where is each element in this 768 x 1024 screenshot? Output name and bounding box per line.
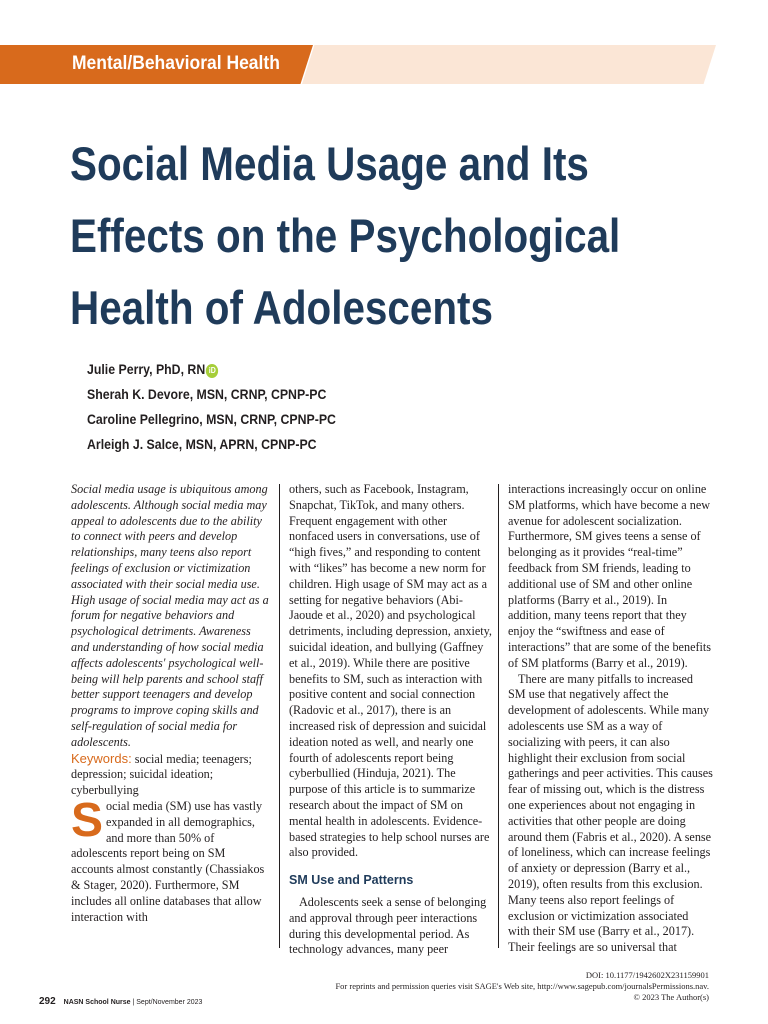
copyright: © 2023 The Author(s) xyxy=(633,992,709,1002)
body-text: ocial media (SM) use has vastly expanded in all demographics, and more than 50% of adolescents report being on SM accounts almost constantly (Chassiakos & Stager, 2020). Furthermore, SM includes all online databases that allow interaction with xyxy=(71,798,265,924)
column-divider xyxy=(279,484,280,948)
author-list xyxy=(87,357,507,457)
page-number: 292 xyxy=(39,996,56,1007)
footer-info xyxy=(335,970,709,1003)
author: Arleigh J. Salce, MSN, APRN, CPNP-PC xyxy=(87,436,317,452)
abstract: Social media usage is ubiquitous among adolescents. Although social media may appeal to adolescents due to the ability to connect with peers and develop relationships, many teens also report feelings of exclusion or victimization associated with their social media use. High usage of social media may act as a forum for negative behaviors and psychological detriments. Awareness and understanding of how social media affects adolescents' psychological well-being will help parents and school staff better support teenagers and develop programs to improve coping skills and self-regulation of social media for adolescents. xyxy=(71,482,269,749)
orcid-icon[interactable]: iD xyxy=(206,364,218,378)
section-label: Mental/Behavioral Health xyxy=(72,53,280,74)
section-banner-tail xyxy=(302,45,716,84)
journal-name: NASN School Nurse xyxy=(63,999,131,1006)
keywords-list: social media; teenagers; depression; suicidal ideation; cyberbullying xyxy=(71,751,252,798)
body-paragraph xyxy=(71,793,270,925)
column-left xyxy=(71,482,270,925)
drop-cap: S xyxy=(71,793,104,847)
column-right xyxy=(508,482,713,956)
issue-date: | Sept/November 2023 xyxy=(132,999,203,1006)
author: Sherah K. Devore, MSN, CRNP, CPNP-PC xyxy=(87,386,327,402)
body-paragraph: There are many pitfalls to increased SM use that negatively affect the development of adolescents. While many adolescents use SM as a way of socializing with peers, it can also highlight their exclusion from social gatherings and peer activities. This causes fear of missing out, which is the distress one experiences about not engaging in activities that other people are doing around them (Fabris et al., 2020). A sense of loneliness, which can increase feelings of anxiety or depression (Barry et al., 2019), often results from this exclusion. Many teens also report feelings of exclusion or victimization associated with their SM use (Barry et al., 2017). Their feelings are so universal that xyxy=(508,671,713,955)
body-paragraph: others, such as Facebook, Instagram, Snapchat, TikTok, and many others. Frequent engagement with other nonfaced users in conversations, use of “high fives,” and responding to content with “likes” has become a new norm for children. High usage of SM may act as a setting for negative behaviors (Abi-Jaoude et al., 2020) and psychological detriments, including depression, anxiety, suicidal ideation, and bullying (Gaffney et al., 2019). While there are positive benefits to SM, such as interaction with positive content and social connection (Radovic et al., 2017), there is an increased risk of depression and suicidal ideation noted as well, and nearly one fourth of adolescents report being cyberbullied (Hinduja, 2021). The purpose of this article is to summarize research about the impact of SM on mental health in adolescents. Evidence-based strategies to help school nurses are also provided. xyxy=(289,482,492,860)
title-line: Effects on the Psychological xyxy=(70,209,621,262)
body-paragraph: interactions increasingly occur on online SM platforms, which have become a new avenue for adolescent socialization. Furthermore, SM gives teens a sense of belonging as it provides “real-time” feedback from SM friends, leading to additional use of SM and other online platforms (Barry et al., 2019). In addition, many teens report that they enjoy the “swiftness and ease of interactions” that are some of the benefits of SM platforms (Barry et al., 2019). xyxy=(508,482,712,670)
keywords xyxy=(71,751,270,799)
column-divider xyxy=(498,484,499,948)
author: Julie Perry, PhD, RN iD xyxy=(87,357,457,382)
title-line: Health of Adolescents xyxy=(70,281,493,334)
page-footer xyxy=(39,996,202,1007)
body-paragraph: Adolescents seek a sense of belonging and approval through peer interactions during this developmental period. As technology advances, many peer xyxy=(289,894,487,957)
keywords-label: Keywords: xyxy=(71,750,132,766)
doi[interactable]: DOI: 10.1177/1942602X231159901 xyxy=(585,970,709,980)
reprints-note: For reprints and permission queries visit SAGE's Web site, http://www.sagepub.com/journalsPermissions.nav. xyxy=(335,981,709,991)
section-heading: SM Use and Patterns xyxy=(289,873,414,888)
author: Caroline Pellegrino, MSN, CRNP, CPNP-PC xyxy=(87,411,336,427)
column-middle xyxy=(289,482,494,958)
title-line: Social Media Usage and Its xyxy=(70,137,589,190)
article-title xyxy=(70,128,620,344)
